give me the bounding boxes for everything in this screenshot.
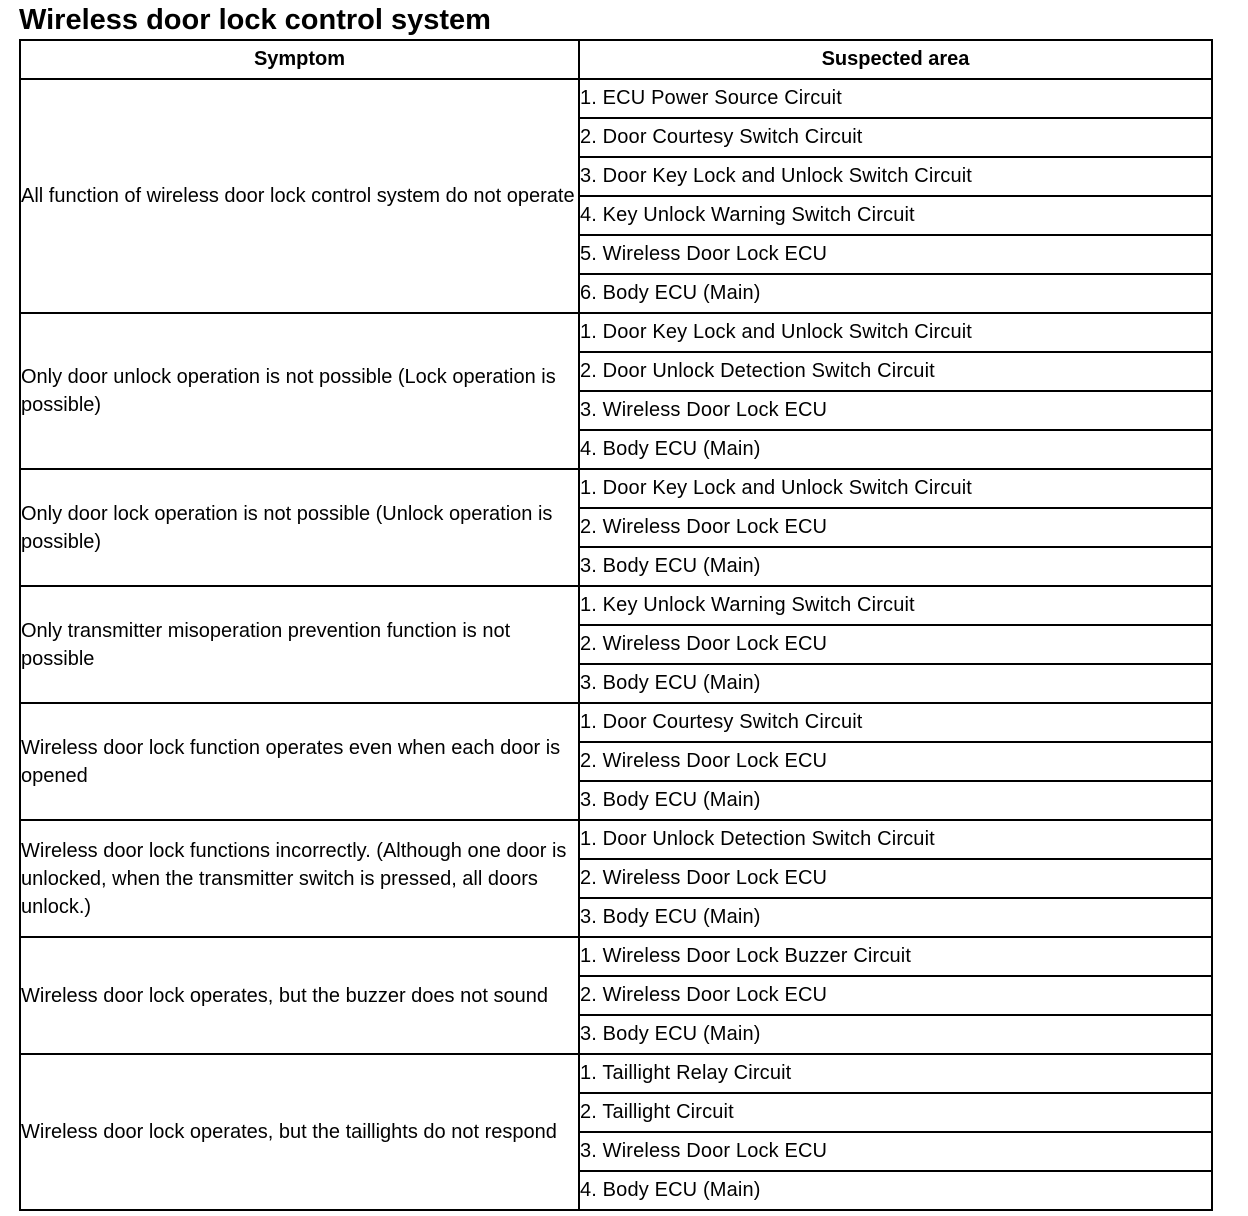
suspected-area-cell: 2. Wireless Door Lock ECU	[579, 742, 1212, 781]
symptom-cell: Wireless door lock function operates even when each door is opened	[20, 703, 579, 820]
suspected-area-cell: 1. Door Key Lock and Unlock Switch Circuit	[579, 313, 1212, 352]
suspected-area-cell: 3. Body ECU (Main)	[579, 1015, 1212, 1054]
suspected-area-cell: 1. Door Key Lock and Unlock Switch Circuit	[579, 469, 1212, 508]
table-body	[20, 79, 1212, 1210]
suspected-area-cell: 2. Taillight Circuit	[579, 1093, 1212, 1132]
header-row	[20, 40, 1212, 79]
table-row	[20, 79, 1212, 118]
table-row	[20, 469, 1212, 508]
suspected-area-cell: 1. Taillight Relay Circuit	[579, 1054, 1212, 1093]
suspected-area-column-header: Suspected area	[579, 40, 1212, 79]
trouble-table	[19, 39, 1213, 1211]
suspected-area-cell: 2. Door Unlock Detection Switch Circuit	[579, 352, 1212, 391]
suspected-area-cell: 3. Wireless Door Lock ECU	[579, 391, 1212, 430]
suspected-area-cell: 4. Key Unlock Warning Switch Circuit	[579, 196, 1212, 235]
suspected-area-cell: 1. Door Unlock Detection Switch Circuit	[579, 820, 1212, 859]
suspected-area-cell: 1. Key Unlock Warning Switch Circuit	[579, 586, 1212, 625]
table-row	[20, 937, 1212, 976]
suspected-area-cell: 3. Body ECU (Main)	[579, 781, 1212, 820]
symptom-cell: Wireless door lock functions incorrectly. (Although one door is unlocked, when the transmitter switch is pressed, all doors unlock.)	[20, 820, 579, 937]
page-title: Wireless door lock control system	[19, 4, 491, 36]
table-row	[20, 586, 1212, 625]
suspected-area-cell: 5. Wireless Door Lock ECU	[579, 235, 1212, 274]
symptom-cell: Only door unlock operation is not possible (Lock operation is possible)	[20, 313, 579, 469]
suspected-area-cell: 1. Wireless Door Lock Buzzer Circuit	[579, 937, 1212, 976]
symptom-cell: Wireless door lock operates, but the buzzer does not sound	[20, 937, 579, 1054]
table-row	[20, 1054, 1212, 1093]
suspected-area-cell: 4. Body ECU (Main)	[579, 430, 1212, 469]
suspected-area-cell: 2. Wireless Door Lock ECU	[579, 625, 1212, 664]
suspected-area-cell: 2. Wireless Door Lock ECU	[579, 508, 1212, 547]
suspected-area-cell: 3. Body ECU (Main)	[579, 547, 1212, 586]
suspected-area-cell: 4. Body ECU (Main)	[579, 1171, 1212, 1210]
symptom-column-header: Symptom	[20, 40, 579, 79]
suspected-area-cell: 3. Body ECU (Main)	[579, 898, 1212, 937]
suspected-area-cell: 1. ECU Power Source Circuit	[579, 79, 1212, 118]
suspected-area-cell: 1. Door Courtesy Switch Circuit	[579, 703, 1212, 742]
suspected-area-cell: 6. Body ECU (Main)	[579, 274, 1212, 313]
symptom-cell: Only door lock operation is not possible (Unlock operation is possible)	[20, 469, 579, 586]
suspected-area-cell: 3. Wireless Door Lock ECU	[579, 1132, 1212, 1171]
table-row	[20, 703, 1212, 742]
table-row	[20, 820, 1212, 859]
suspected-area-cell: 2. Wireless Door Lock ECU	[579, 859, 1212, 898]
table-row	[20, 313, 1212, 352]
symptom-cell: Only transmitter misoperation prevention function is not possible	[20, 586, 579, 703]
suspected-area-cell: 3. Body ECU (Main)	[579, 664, 1212, 703]
suspected-area-cell: 3. Door Key Lock and Unlock Switch Circuit	[579, 157, 1212, 196]
symptom-cell: Wireless door lock operates, but the taillights do not respond	[20, 1054, 579, 1210]
suspected-area-cell: 2. Door Courtesy Switch Circuit	[579, 118, 1212, 157]
symptom-cell: All function of wireless door lock control system do not operate	[20, 79, 579, 313]
suspected-area-cell: 2. Wireless Door Lock ECU	[579, 976, 1212, 1015]
